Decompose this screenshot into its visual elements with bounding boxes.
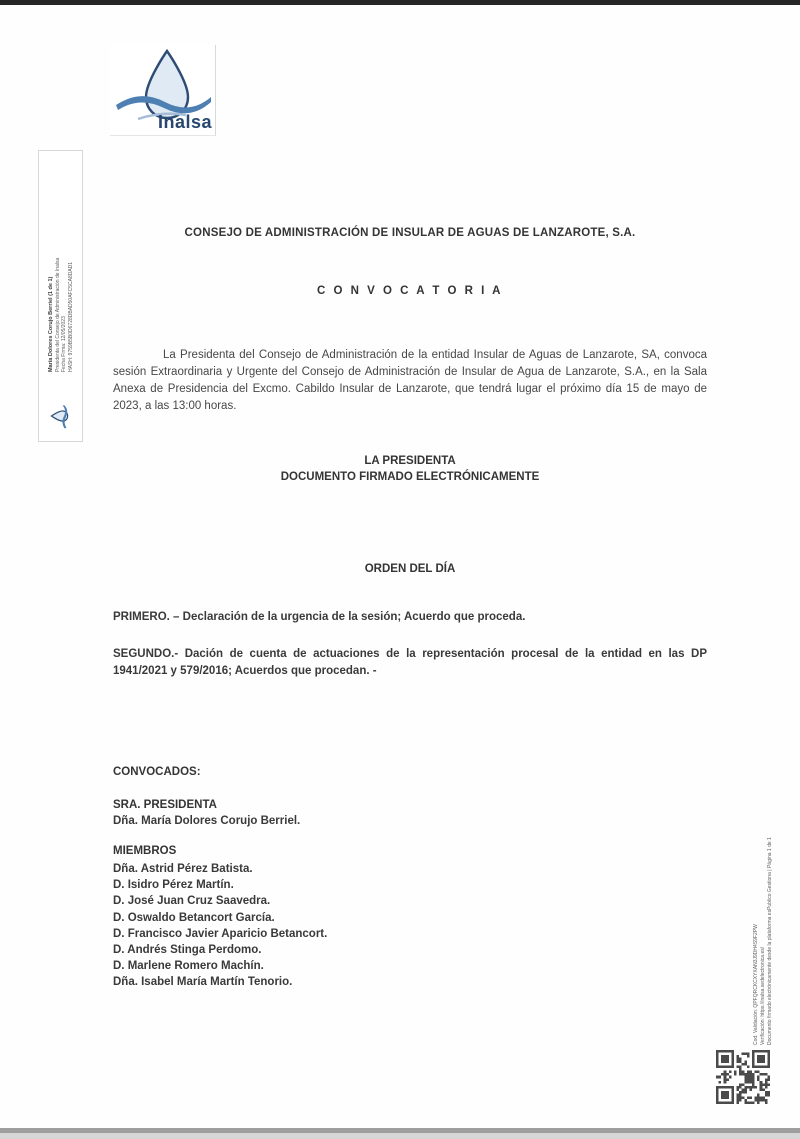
presidenta-heading: SRA. PRESIDENTA bbox=[113, 799, 217, 811]
verification-url-text: Verificación: https://inalsa.sedelectronica.es/ bbox=[760, 946, 766, 1045]
scan-bottom-edge-light bbox=[0, 1133, 800, 1139]
member-name: D. Francisco Javier Aparicio Betancort. bbox=[113, 927, 328, 940]
stamp-hash: HASH: 9759B5B0D6728DBAD50AFC5CA8DAD1 bbox=[67, 261, 74, 372]
signature-line-electronic: DOCUMENTO FIRMADO ELECTRÓNICAMENTE bbox=[280, 471, 540, 483]
signature-stamp-text bbox=[48, 160, 74, 372]
member-name: D. Andrés Stinga Perdomo. bbox=[113, 944, 262, 957]
agenda-item-primero: PRIMERO. – Declaración de la urgencia de la sesión; Acuerdo que proceda. bbox=[113, 611, 526, 623]
stamp-signer-name: María Dolores Corujo Berriel (1 de 1) bbox=[48, 276, 54, 372]
signature-line-presidenta: LA PRESIDENTA bbox=[364, 455, 456, 467]
qr-code bbox=[716, 1050, 770, 1104]
member-name: Dña. Isabel María Martín Tenorio. bbox=[113, 976, 293, 989]
member-list bbox=[113, 861, 327, 991]
orden-del-dia-heading: ORDEN DEL DÍA bbox=[364, 563, 456, 575]
agenda-item-segundo: SEGUNDO.- Dación de cuenta de actuaciones de la representación procesal de la entidad en las DP 1941/2021 y 579/2016; Acuerdos que procedan. - bbox=[113, 648, 707, 677]
presidenta-name: Dña. María Dolores Corujo Berriel. bbox=[113, 815, 301, 827]
member-name: Dña. Astrid Pérez Batista. bbox=[113, 863, 253, 875]
member-name: D. Marlene Romero Machín. bbox=[113, 960, 264, 973]
body-paragraph: La Presidenta del Consejo de Administración de la entidad Insular de Aguas de Lanzarote, SA, convoca sesión Extraordinaria y Urgente del Consejo de Administración de Insular de Agua de Lanzarote, S.A., en la Sala Anexa de Presidencia del Excmo. Cabildo Insular de Lanzarote, que tendrá lugar el próximo día 15 de mayo de 2023, a las 13:00 horas. bbox=[113, 349, 707, 412]
platform-note-text: Documento firmado electrónicamente desde la plataforma esPublico Gestiona | Página 1 de 1 bbox=[767, 837, 773, 1045]
convocados-heading: CONVOCADOS: bbox=[113, 766, 201, 778]
scan-top-edge bbox=[0, 0, 800, 5]
signature-block bbox=[113, 453, 707, 485]
stamp-mini-logo-icon bbox=[50, 402, 72, 432]
stamp-sign-date: Fecha Firma: 12/05/2023 bbox=[61, 316, 67, 372]
verification-margin-text bbox=[753, 693, 774, 1045]
member-name: D. José Juan Cruz Saavedra. bbox=[113, 895, 271, 908]
stamp-signer-role: Presidenta del Consejo de Administración de Inalsa bbox=[54, 257, 61, 372]
document-title: CONSEJO DE ADMINISTRACIÓN DE INSULAR DE AGUAS DE LANZAROTE, S.A. bbox=[184, 227, 636, 239]
member-name: D. Oswaldo Betancort García. bbox=[113, 911, 275, 924]
validation-code-text: Cod. Validación: QPFQRCKCXYXAN3J9DH4S9F2PW bbox=[753, 924, 759, 1045]
inalsa-logo bbox=[110, 45, 216, 136]
member-name: D. Isidro Pérez Martín. bbox=[113, 879, 234, 892]
logo-wordmark: Inalsa bbox=[157, 112, 212, 132]
convocatoria-heading: C O N V O C A T O R I A bbox=[317, 285, 503, 297]
miembros-heading: MIEMBROS bbox=[113, 845, 177, 857]
